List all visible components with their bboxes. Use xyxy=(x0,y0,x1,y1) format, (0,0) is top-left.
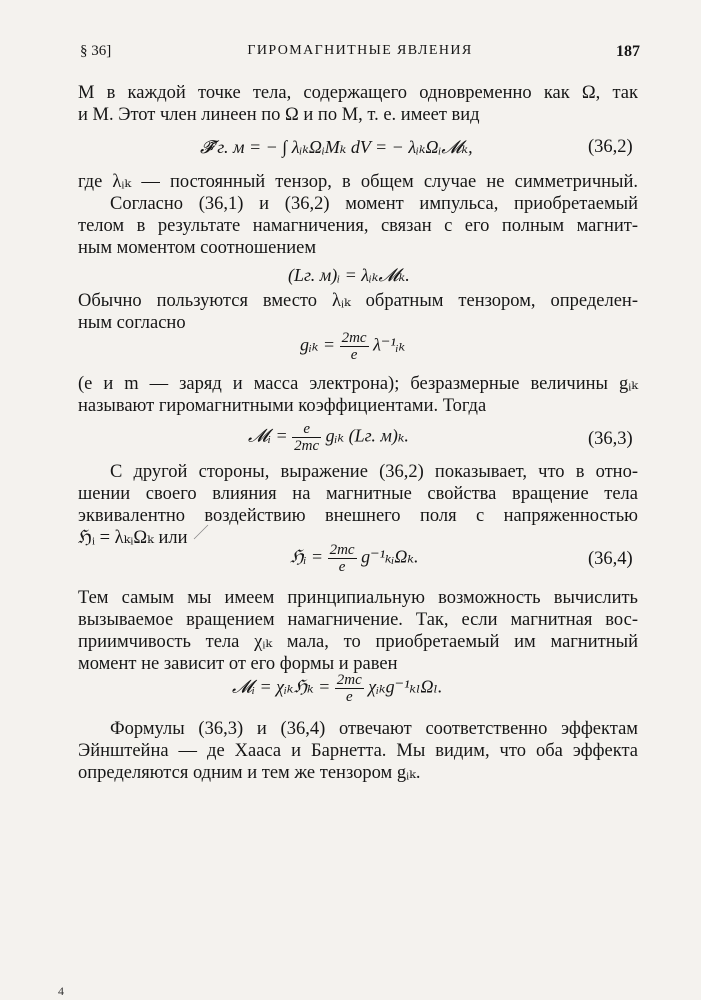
text-line: ным согласно xyxy=(78,313,186,333)
text-line: ным моментом соотношением xyxy=(78,238,317,258)
equation-angular-momentum: (Lг. м)ᵢ = λᵢₖ𝓜ₖ. xyxy=(288,265,410,285)
equation-number: (36,4) xyxy=(588,549,633,569)
text-line: ℌᵢ = λₖᵢΩₖ или xyxy=(78,528,188,548)
eq-rhs: gᵢₖ (Lг. м)ₖ. xyxy=(325,425,409,446)
text-line: где λᵢₖ — постоянный тензор, в общем случае не симметричный. xyxy=(78,172,638,192)
numerator: e xyxy=(292,421,321,438)
text-line: (e и m — заряд и масса электрона); безразмерные величины gᵢₖ xyxy=(78,374,638,394)
eq-lhs: gᵢₖ = xyxy=(300,334,336,355)
text-line: определяются одним и тем же тензором gᵢₖ. xyxy=(78,763,421,783)
eq-rhs: λ⁻¹ᵢₖ xyxy=(373,334,406,355)
denominator: e xyxy=(338,559,346,575)
numerator: 2mc xyxy=(341,330,367,346)
numerator: 2mc xyxy=(329,542,355,558)
running-header xyxy=(80,43,640,65)
text-line: Согласно (36,1) и (36,2) момент импульса, приобретаемый xyxy=(110,194,638,214)
chapter-title: ГИРОМАГНИТНЫЕ ЯВЛЕНИЯ xyxy=(247,43,473,58)
fraction xyxy=(340,330,369,363)
text-line: момент не зависит от его формы и равен xyxy=(78,654,398,674)
eq-lhs: ℌᵢ = xyxy=(290,546,324,567)
equation-36-3 xyxy=(248,421,409,454)
equation-g-definition xyxy=(300,330,405,363)
text-line: телом в результате намагничения, связан с его полным магнит- xyxy=(78,216,638,236)
fraction xyxy=(328,542,357,575)
text-line: М в каждой точке тела, содержащего одновременно как Ω, так xyxy=(78,83,638,103)
eq-rhs: χᵢₖg⁻¹ₖₗΩₗ. xyxy=(368,676,443,697)
eq-rhs: g⁻¹ₖᵢΩₖ. xyxy=(361,546,419,567)
text-line: Эйнштейна — де Хааса и Барнетта. Мы видим, что оба эффекта xyxy=(78,741,638,761)
page-corner-mark: 4 xyxy=(58,984,64,998)
equation-magnetic-moment xyxy=(232,672,442,705)
page-number: 187 xyxy=(616,43,640,60)
text-line: Тем самым мы имеем принципиальную возможность вычислить xyxy=(78,588,638,608)
denominator: e xyxy=(350,347,358,363)
equation-36-2: 𝓕̃′г. м = − ∫ λᵢₖΩᵢMₖ dV = − λᵢₖΩᵢ𝓜ₖ, xyxy=(200,137,473,157)
text-line: приимчивость тела χᵢₖ мала, то приобретаемый им магнитный xyxy=(78,632,638,652)
text-line: эквивалентно воздействию внешнего поля с напряженностью xyxy=(78,506,638,526)
pencil-stroke-mark xyxy=(192,523,210,541)
equation-number: (36,3) xyxy=(588,429,633,449)
text-line: шении своего влияния на магнитные свойства вращение тела xyxy=(78,484,638,504)
text-line: Формулы (36,3) и (36,4) отвечают соответственно эффектам xyxy=(110,719,638,739)
fraction xyxy=(292,421,321,454)
section-ref: § 36] xyxy=(80,43,112,59)
eq-lhs: 𝓜ᵢ = χᵢₖℌₖ = xyxy=(232,676,331,697)
text-line: называют гиромагнитными коэффициентами. Тогда xyxy=(78,396,487,416)
equation-36-4 xyxy=(290,542,418,575)
fraction xyxy=(335,672,364,705)
text-line: вызываемое вращением намагничение. Так, если магнитная вос- xyxy=(78,610,638,630)
denominator: e xyxy=(345,689,353,705)
text-line: Обычно пользуются вместо λᵢₖ обратным тензором, определен- xyxy=(78,291,638,311)
numerator: 2mc xyxy=(336,672,362,688)
eq-lhs: 𝓜ᵢ = xyxy=(248,425,288,446)
text-line: и М. Этот член линеен по Ω и по М, т. е. имеет вид xyxy=(78,105,480,125)
text-line: С другой стороны, выражение (36,2) показывает, что в отно- xyxy=(110,462,638,482)
equation-number: (36,2) xyxy=(588,137,633,157)
denominator: 2mc xyxy=(294,438,320,454)
